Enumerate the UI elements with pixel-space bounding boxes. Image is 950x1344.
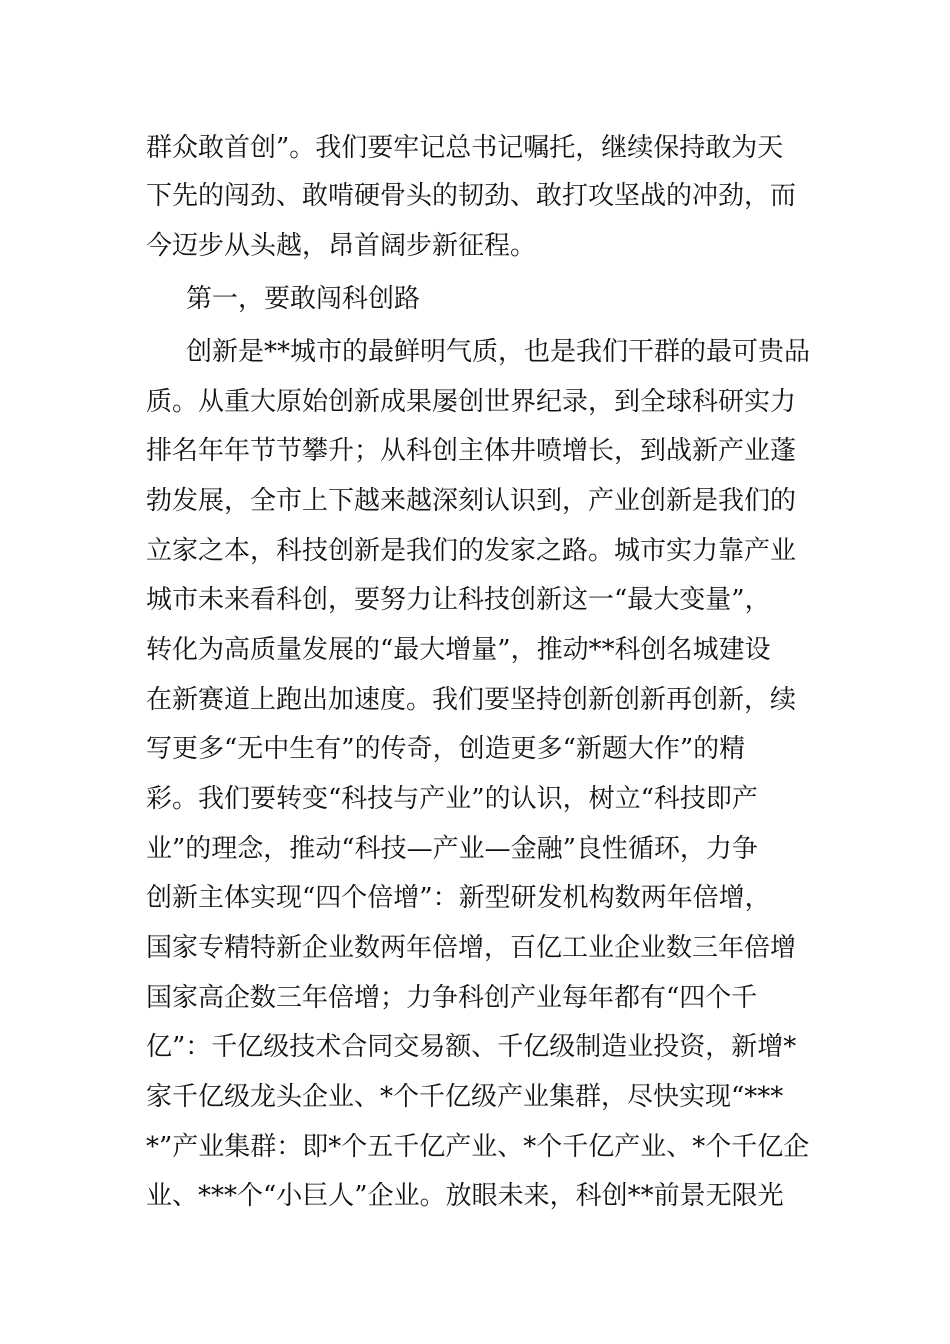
text-line: 勃发展，全市上下越来越深刻认识到，产业创新是我们的 xyxy=(146,486,797,516)
text-line: 亿”：千亿级技术合同交易额、千亿级制造业投资，新增* xyxy=(146,1032,797,1062)
section-heading: 第一，要敢闯科创路 xyxy=(186,284,421,314)
text-line: 写更多“无中生有”的传奇，创造更多“新题大作”的精 xyxy=(146,734,746,764)
text-line: 今迈步从头越，昂首阔步新征程。 xyxy=(146,231,537,261)
text-line: 转化为高质量发展的“最大增量”，推动**科创名城建设 xyxy=(146,635,771,665)
text-line: 立家之本，科技创新是我们的发家之路。城市实力靠产业 xyxy=(146,536,797,566)
text-line: 下先的闯劲、敢啃硬骨头的韧劲、敢打攻坚战的冲劲，而 xyxy=(146,181,797,211)
text-line: 城市未来看科创，要努力让科技创新这一“最大变量”， xyxy=(146,585,771,615)
text-line: 业”的理念，推动“科技—产业—金融”良性循环，力争 xyxy=(146,834,758,864)
text-line: 彩。我们要转变“科技与产业”的认识，树立“科技即产 xyxy=(146,784,758,814)
text-line: 创新主体实现“四个倍增”：新型研发机构数两年倍增， xyxy=(146,883,771,913)
text-line: 家千亿级龙头企业、*个千亿级产业集群，尽快实现“*** xyxy=(146,1082,784,1112)
text-line: 排名年年节节攀升；从科创主体井喷增长，到战新产业蓬 xyxy=(146,436,797,466)
text-line: 创新是**城市的最鲜明气质，也是我们干群的最可贵品 xyxy=(186,337,811,367)
text-line: 在新赛道上跑出加速度。我们要坚持创新创新再创新，续 xyxy=(146,685,797,715)
text-line: 国家专精特新企业数两年倍增，百亿工业企业数三年倍增 xyxy=(146,933,797,963)
text-line: 质。从重大原始创新成果屡创世界纪录，到全球科研实力 xyxy=(146,387,797,417)
text-line: 业、***个“小巨人”企业。放眼未来，科创**前景无限光 xyxy=(146,1181,784,1211)
text-line: 群众敢首创”。我们要牢记总书记嘱托，继续保持敢为天 xyxy=(146,133,784,163)
text-line: *”产业集群：即*个五千亿产业、*个千亿产业、*个千亿企 xyxy=(146,1132,810,1162)
text-line: 国家高企数三年倍增；力争科创产业每年都有“四个千 xyxy=(146,983,758,1013)
